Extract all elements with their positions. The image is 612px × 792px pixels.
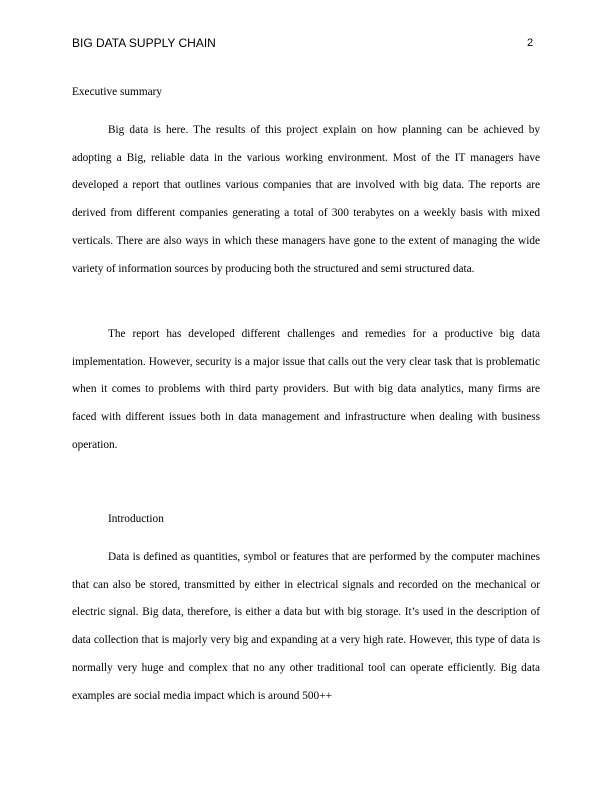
page-number: 2 <box>527 37 534 49</box>
running-header-title: BIG DATA SUPPLY CHAIN <box>72 36 216 50</box>
introduction-heading: Introduction <box>108 513 164 525</box>
executive-summary-paragraph-1: Big data is here. The results of this project explain on how planning can be achieved by adopting a Big, reliable data in the various working environment. Most of the IT managers have developed a report that outlines various companies that are involved with big data. The reports are derived from different companies generating a total of 300 terabytes on a weekly basis with mixed verticals. There are also ways in which these managers have gone to the extent of managing the wide variety of information sources by producing both the structured and semi structured data. <box>72 124 540 275</box>
executive-summary-paragraph-2: The report has developed different challenges and remedies for a productive big data implementation. However, security is a major issue that calls out the very clear task that is problematic when it comes to problems with third party providers. But with big data analytics, many firms are faced with different issues both in data management and infrastructure when dealing with business operation. <box>72 328 540 451</box>
introduction-paragraph-1: Data is defined as quantities, symbol or features that are performed by the computer machines that can also be stored, transmitted by either in electrical signals and recorded on the mechanical or electric signal. Big data, therefore, is either a data but with big storage. It’s used in the description of data collection that is majorly very big and expanding at a very high rate. However, this type of data is normally very huge and complex that no any other traditional tool can operate efficiently. Big data examples are social media impact which is around 500++ <box>72 551 540 702</box>
executive-summary-heading: Executive summary <box>72 86 163 98</box>
